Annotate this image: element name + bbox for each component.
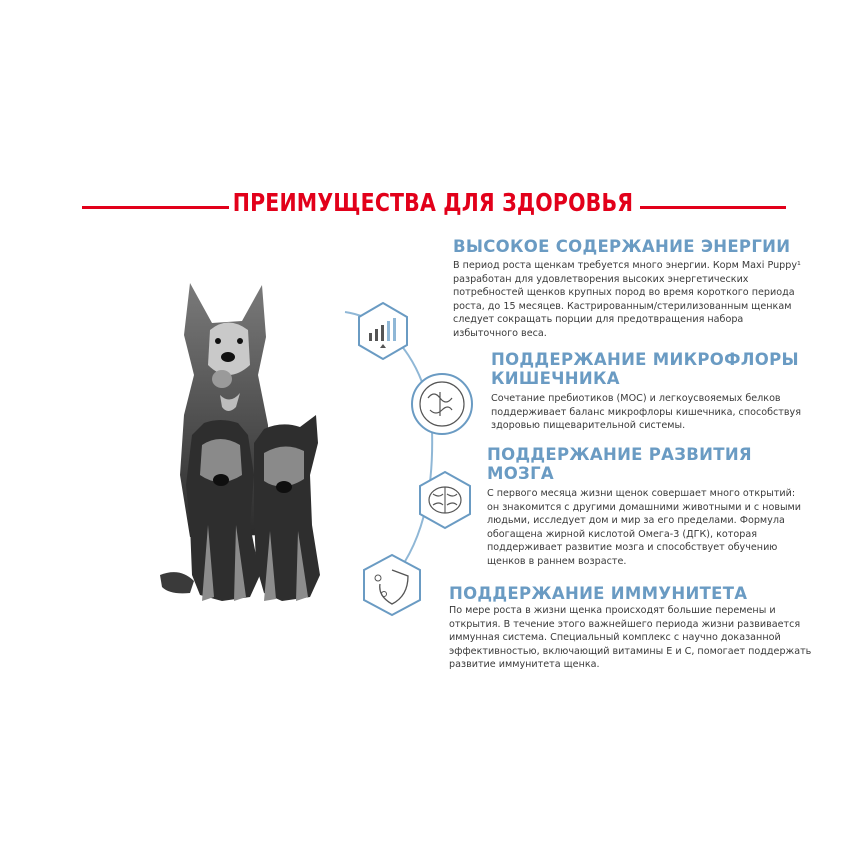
benefit-immunity-title: ПОДДЕРЖАНИЕ ИММУНИТЕТА bbox=[449, 584, 748, 603]
benefit-immunity-text: По мере роста в жизни щенка происходят большие перемены и открытия. В течение этого важнейшего периода жизни развивается иммунная система. Специальный комплекс с научно доказанной эффективностью, включающий витамины Е и С, помогает поддержать развитие иммунитета щенка. bbox=[449, 605, 812, 671]
page-title: ПРЕИМУЩЕСТВА ДЛЯ ЗДОРОВЬЯ bbox=[232, 188, 634, 217]
benefit-energy-title: ВЫСОКОЕ СОДЕРЖАНИЕ ЭНЕРГИИ bbox=[453, 237, 791, 256]
energy-bars-icon bbox=[359, 303, 407, 359]
benefit-energy-text: В период роста щенкам требуется много энергии. Корм Maxi Puppy¹ разработан для удовлетворения высоких энергетических потребностей щенков крупных пород во время короткого периода роста, до 15 месяцев. Кастрированным/стерилизованным щенкам следует сокращать порции для предотвращения набора избыточного веса. bbox=[453, 260, 801, 339]
benefit-microflora-text: Сочетание пребиотиков (МОС) и легкоусвояемых белков поддерживает баланс микрофлоры кишечника, способствуя здоровью пищеварительной системы. bbox=[491, 393, 802, 432]
brain-icon bbox=[420, 472, 470, 528]
benefit-brain-text: С первого месяца жизни щенок совершает много открытий: он знакомится с другими домашними животными и с новыми людьми, исследует дом и мир за его пределами. Формула обогащена жирной кислотой Омега-3 (ДГК), которая поддерживает развитие мозга и способствует обучению щенков в раннем возрасте. bbox=[487, 488, 802, 567]
immune-shield-icon bbox=[364, 555, 420, 615]
microflora-icon bbox=[412, 374, 472, 434]
benefit-brain-title: ПОДДЕРЖАНИЕ РАЗВИТИЯ МОЗГА bbox=[487, 445, 752, 483]
benefit-microflora-title: ПОДДЕРЖАНИЕ МИКРОФЛОРЫ КИШЕЧНИКА bbox=[491, 350, 799, 388]
